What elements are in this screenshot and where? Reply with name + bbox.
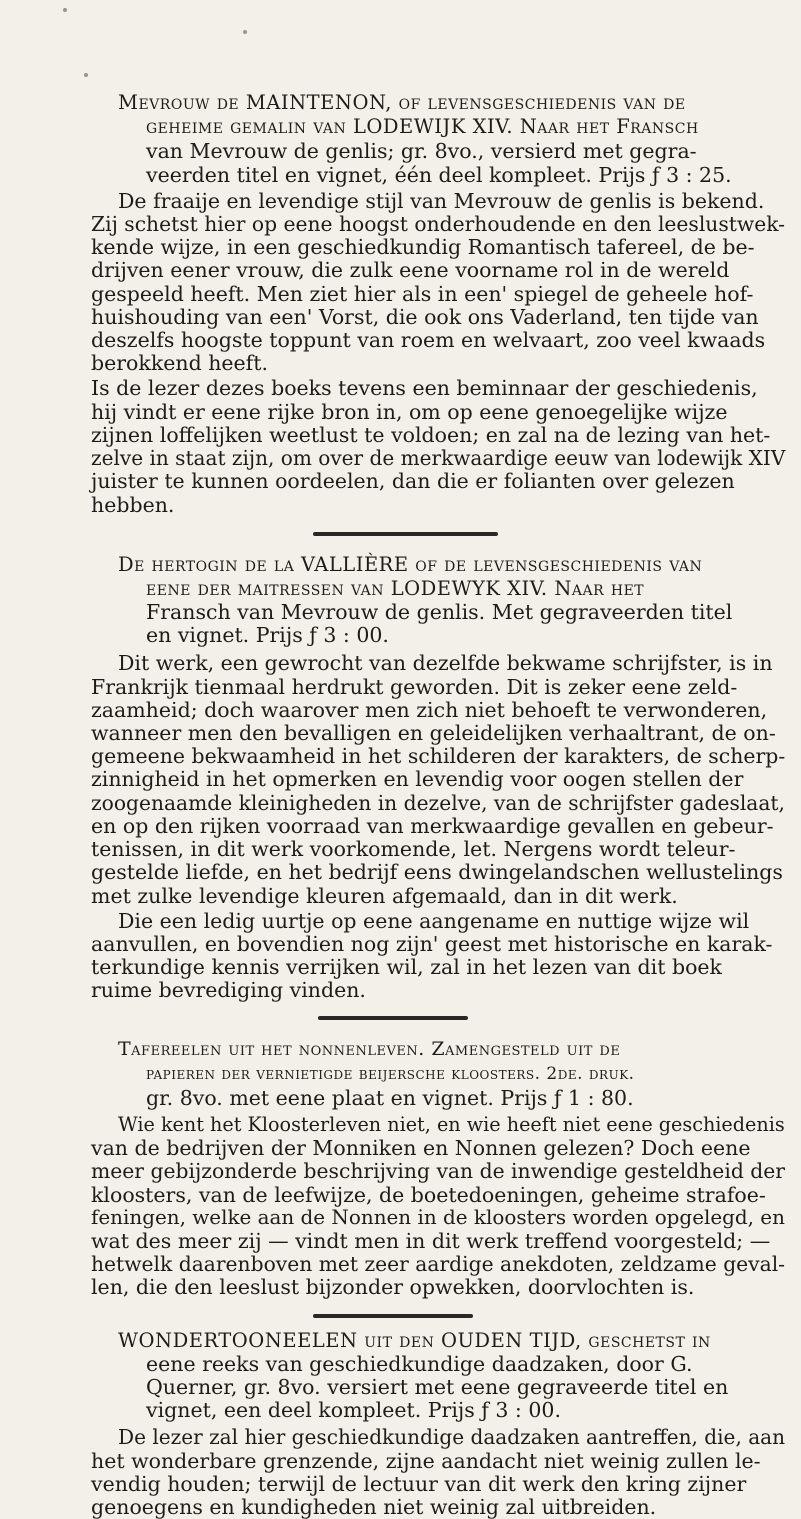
paragraph-line: kloosters, van de leefwijze, de boetedoeningen, geheime strafoe- bbox=[91, 1182, 766, 1207]
paragraph-line: zaamheid; doch waarover men zich niet behoeft te verwonderen, bbox=[91, 697, 768, 722]
paragraph-line: zinnigheid in het opmerken en levendig voor oogen stellen der bbox=[91, 767, 744, 792]
paragraph-line: hetwelk daarenboven met zeer aardige anekdoten, zeldzame geval- bbox=[91, 1252, 786, 1277]
paragraph-line: hij vindt er eene rijke bron in, om op eene genoegelijke wijze bbox=[91, 399, 728, 424]
paragraph-line: deszelfs hoogste toppunt van roem en welvaart, zoo veel kwaads bbox=[91, 328, 766, 353]
paragraph-line: en op den rijken voorraad van merkwaardige gevallen en gebeur- bbox=[91, 813, 774, 838]
paragraph-line: het wonderbare grenzende, zijne aandacht niet weinig zullen le- bbox=[91, 1448, 761, 1473]
paragraph-line: zijnen loffelijken weetlust te voldoen; en zal na de lezing van het- bbox=[91, 422, 771, 447]
entry-heading-line: eene reeks van geschiedkundige daadzaken, door G. bbox=[146, 1351, 693, 1376]
entry-heading-line: geheime gemalin van LODEWIJK XIV. Naar het Fransch bbox=[146, 115, 699, 139]
entry-heading-line: gr. 8vo. met eene plaat en vignet. Prijs ƒ 1 : 80. bbox=[146, 1085, 634, 1110]
section-divider bbox=[318, 1016, 468, 1020]
entry-heading-line: papieren der vernietigde beijersche kloosters. 2de. druk. bbox=[146, 1063, 635, 1084]
section-divider bbox=[313, 532, 498, 536]
entry-heading-line: Querner, gr. 8vo. versiert met eene gegraveerde titel en bbox=[146, 1375, 729, 1399]
paragraph-line: berokkend heeft. bbox=[91, 351, 269, 376]
paragraph-line: feningen, welke aan de Nonnen in de kloosters worden opgelegd, en bbox=[91, 1205, 785, 1229]
entry-heading-line: van Mevrouw de genlis; gr. 8vo., versierd met gegra- bbox=[146, 139, 697, 164]
paragraph-line: vendig houden; terwijl de lectuur van dit werk den kring zijner bbox=[91, 1471, 747, 1496]
paragraph-line: drijven eener vrouw, die zulk eene voorname rol in de wereld bbox=[91, 258, 730, 283]
paragraph-line: gemeene bekwaamheid in het schilderen der karakters, de scherp- bbox=[91, 744, 786, 769]
entry-heading-line: Fransch van Mevrouw de genlis. Met gegraveerden titel bbox=[146, 600, 733, 624]
paragraph-line: huishouding van een' Vorst, die ook ons Vaderland, ten tijde van bbox=[91, 304, 759, 329]
entry-heading-line: veerden titel en vignet, één deel kompleet. Prijs ƒ 3 : 25. bbox=[146, 162, 732, 187]
entry-heading-line: eene der maitressen van LODEWYK XIV. Naar het bbox=[146, 576, 645, 600]
paragraph-line: zoogenaamde kleinigheden in dezelve, van de schrijfster gadeslaat, bbox=[91, 790, 785, 815]
paragraph-line: len, die den leeslust bijzonder opwekken, doorvlochten is. bbox=[91, 1275, 695, 1300]
paragraph-line: hebben. bbox=[91, 492, 175, 517]
paragraph-line: De fraaije en levendige stijl van Mevrouw de genlis is bekend. bbox=[118, 188, 765, 213]
entry-heading-line: De hertogin de la VALLIÈRE of de levensgeschiedenis van bbox=[118, 552, 703, 576]
paragraph-line: gestelde liefde, en het bedrijf eens dwingelandschen wellustelings bbox=[91, 860, 783, 885]
paragraph-line: ruime bevrediging vinden. bbox=[91, 978, 366, 1003]
paper-speck bbox=[84, 73, 88, 77]
paragraph-line: wat des meer zij — vindt men in dit werk treffend voorgesteld; — bbox=[91, 1228, 771, 1253]
paragraph-line: Dit werk, een gewrocht van dezelfde bekwame schrijfster, is in bbox=[118, 651, 773, 676]
paragraph-line: aanvullen, en bovendien nog zijn' geest met historische en karak- bbox=[91, 931, 773, 956]
section-divider bbox=[313, 1314, 473, 1318]
paragraph-line: zelve in staat zijn, om over de merkwaardige eeuw van lodewijk XIV bbox=[91, 446, 786, 471]
paragraph-line: van de bedrijven der Monniken en Nonnen gelezen? Doch eene bbox=[91, 1136, 751, 1160]
paper-speck bbox=[243, 30, 247, 34]
entry-heading-line: Tafereelen uit het nonnenleven. Zamengesteld uit de bbox=[118, 1038, 621, 1061]
paragraph-line: wanneer men den bevalligen en geleidelijken verhaaltrant, de on- bbox=[91, 720, 776, 745]
entry-heading-line: vignet, een deel kompleet. Prijs ƒ 3 : 00. bbox=[146, 1398, 561, 1423]
entry-heading-line: en vignet. Prijs ƒ 3 : 00. bbox=[146, 623, 389, 648]
paragraph-line: kende wijze, in een geschiedkundig Romantisch tafereel, de be- bbox=[91, 235, 755, 260]
paragraph-line: terkundige kennis verrijken wil, zal in het lezen van dit boek bbox=[91, 955, 722, 980]
paragraph-line: met zulke levendige kleuren afgemaald, dan in dit werk. bbox=[91, 883, 678, 908]
paper-speck bbox=[63, 8, 67, 12]
paragraph-line: tenissen, in dit werk voorkomende, let. Nergens wordt teleur- bbox=[91, 837, 736, 861]
paragraph-line: Zij schetst hier op eene hoogst onderhoudende en den leeslustwek- bbox=[91, 212, 786, 236]
entry-heading-line: Mevrouw de MAINTENON, of levensgeschiedenis van de bbox=[118, 91, 686, 114]
paragraph-line: meer gebijzonderde beschrijving van de inwendige gesteldheid der bbox=[91, 1159, 786, 1184]
paragraph-line: Die een ledig uurtje op eene aangename en nuttige wijze wil bbox=[118, 908, 750, 933]
paragraph-line: gespeeld heeft. Men ziet hier als in een' spiegel de geheele hof- bbox=[91, 281, 754, 306]
paragraph-line: juister te kunnen oordeelen, dan die er folianten over gelezen bbox=[91, 469, 735, 494]
paragraph-line: Frankrijk tienmaal herdrukt geworden. Dit is zeker eene zeld- bbox=[91, 674, 738, 699]
paragraph-line: De lezer zal hier geschiedkundige daadzaken aantreffen, die, aan bbox=[118, 1425, 786, 1450]
paragraph-line: Is de lezer dezes boeks tevens een beminnaar der geschiedenis, bbox=[91, 376, 758, 401]
paragraph-line: Wie kent het Kloosterleven niet, en wie heeft niet eene geschiedenis bbox=[118, 1112, 785, 1136]
entry-heading-line: WONDERTOONEELEN uit den OUDEN TIJD, geschetst in bbox=[118, 1328, 711, 1352]
paragraph-line: genoegens en kundigheden niet weinig zal uitbreiden. bbox=[91, 1495, 657, 1519]
